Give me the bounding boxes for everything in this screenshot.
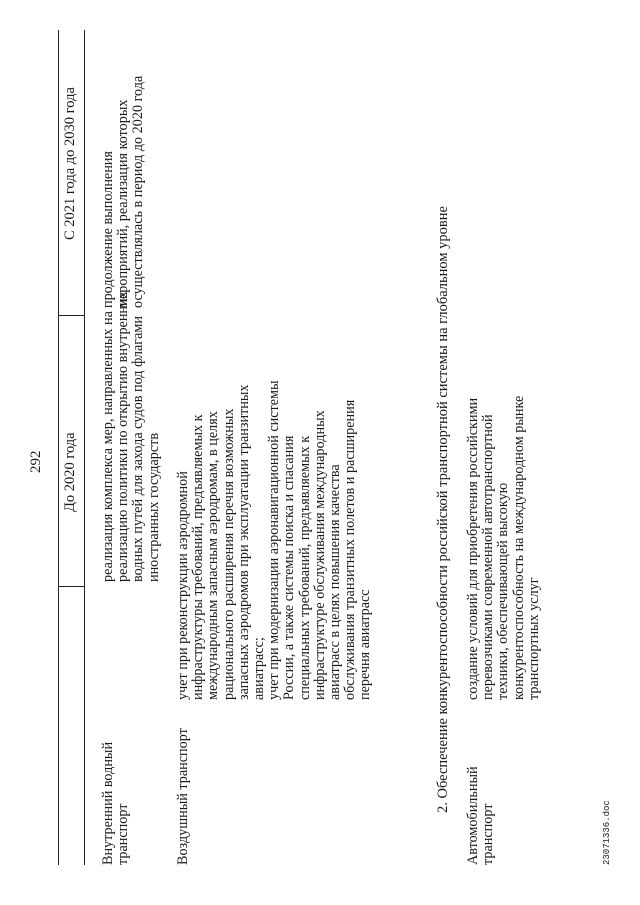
text-line: специальных требований, предъявляемых к <box>296 435 313 700</box>
text-line: мероприятий, реализация которых <box>115 99 132 308</box>
file-name-footer: 23071336.doc <box>602 800 612 865</box>
text-line: водных путей для захода судов под флагами <box>130 316 147 582</box>
text-line: рационального расширения перечня возможных <box>220 408 237 700</box>
text-line: инфраструктуре обслуживания международных <box>311 410 328 700</box>
text-line: иностранных государств <box>145 432 162 582</box>
text-line: осуществлялась в период до 2020 года <box>130 75 147 308</box>
text-line: России, а также системы поиска и спасания <box>281 435 298 700</box>
text-line: инфраструктуры требований, предъявляемых к <box>190 414 207 700</box>
text-line: учет при реконструкции аэродромной <box>175 471 191 700</box>
text-line: авиатрасс; <box>251 637 268 700</box>
text-line: авиатрасс в целях повышения качества <box>327 464 344 700</box>
text-line: перевозчиками современной автотранспортной <box>480 414 497 700</box>
row-name-line: Внутренний водный <box>100 741 116 865</box>
water-until-2020 <box>101 291 162 582</box>
text-line: перечня авиатрасс <box>357 589 374 700</box>
section-2-title: 2. Обеспечение конкурентоспособности российской транспортной системы на глобальном уровне <box>435 206 451 813</box>
text-line: создание условий для приобретения российскими <box>465 397 481 700</box>
header-until-2020: До 2020 года <box>62 432 78 512</box>
header-bottom-rule <box>84 30 85 865</box>
air-until-2020 <box>176 380 374 700</box>
row-name-line: транспорт <box>115 803 132 865</box>
text-line: международным запасным аэродромам, в целях <box>205 411 222 700</box>
row-name-line: Воздушный транспорт <box>175 728 191 865</box>
text-line: транспортных услуг <box>525 577 542 700</box>
row-name-air <box>176 728 191 865</box>
water-2021-2030 <box>101 76 147 308</box>
page-number: 292 <box>28 450 44 473</box>
text-line: запасных аэродромов при эксплуатации транзитных <box>235 384 252 700</box>
auto-until-2020 <box>466 396 542 700</box>
column-divider-1 <box>58 586 84 587</box>
row-name-line: транспорт <box>480 803 497 865</box>
header-2021-2030: С 2021 года до 2030 года <box>62 87 78 240</box>
text-line: реализация комплекса мер, направленных на <box>100 311 116 582</box>
row-name-line: Автомобильный <box>465 766 481 865</box>
text-line: продолжение выполнения <box>100 151 116 308</box>
text-line: обслуживания транзитных полетов и расширения <box>342 399 359 700</box>
text-line: техники, обеспечивающей высокую <box>495 482 512 700</box>
text-line: реализацию политики по открытию внутренних <box>115 291 132 582</box>
row-name-water <box>101 742 131 865</box>
table-top-rule <box>58 30 59 865</box>
text-line: учет при модернизации аэронавигационной системы <box>266 380 283 700</box>
row-name-auto <box>466 766 496 865</box>
text-line: конкурентоспособность на международном рынке <box>510 395 527 700</box>
column-divider-2 <box>58 315 84 316</box>
